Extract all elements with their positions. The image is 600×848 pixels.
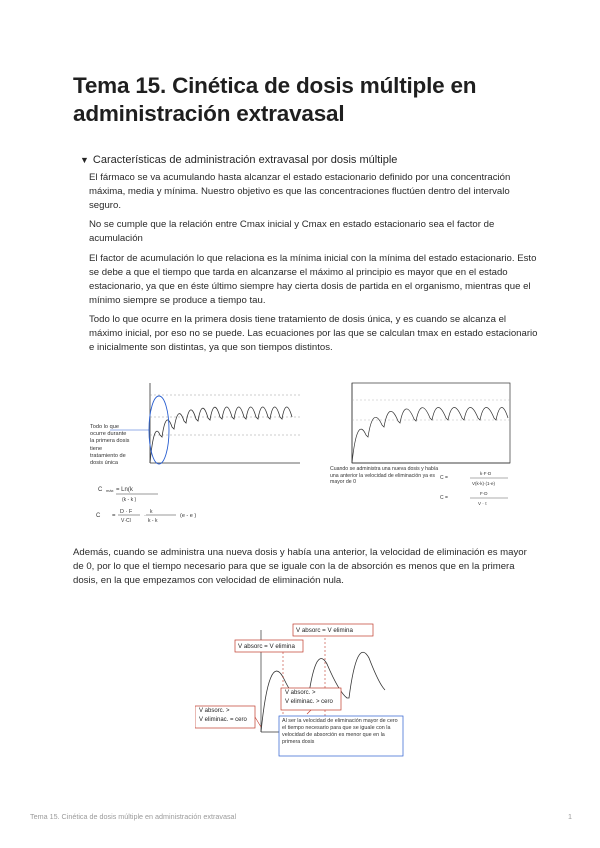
label-top: V absorc = V elimina	[296, 627, 353, 634]
svg-text:V·Cl: V·Cl	[121, 518, 131, 524]
svg-text:F·D: F·D	[480, 491, 488, 496]
toggle-header[interactable]	[80, 153, 397, 167]
label-left-1: V absorc. >	[199, 708, 230, 714]
first-dose-highlight	[149, 396, 169, 464]
svg-text:(e - e ): (e - e )	[180, 513, 197, 519]
svg-text:C: C	[98, 487, 103, 493]
svg-text:=: =	[112, 513, 116, 519]
svg-text:máx: máx	[106, 488, 114, 493]
paragraph-1: El fármaco se va acumulando hasta alcanzar el estado estacionario definido por una concentración máxima, media y mínima. Nuestro objetivo es que las concentraciones fluctúen dentro del intervalo seguro.	[89, 172, 511, 211]
label-left-2: V eliminac. = cero	[199, 717, 247, 723]
footer-title: Tema 15. Cinética de dosis múltiple en administración extravasal	[30, 812, 237, 821]
figure3-note: Al ser la velocidad de eliminación mayor de cero el tiempo necesario para que se iguale con la velocidad de absorción es menor que en la primera dosis	[282, 718, 398, 745]
paragraph-4: Todo lo que ocurre en la primera dosis tiene tratamiento de dosis única, y es cuando se alcanza el máximo inicial, por eso no se puede. Las ecuaciones por las que se calculan tmax en estado estacionario e inicialmente son distintas, ya que son tiempos distintos.	[89, 314, 538, 353]
figure2-caption: Cuando se administra una nueva dosis y había una anterior la velocidad de eliminación ya es mayor de 0	[330, 466, 439, 486]
side-note: Todo lo que ocurre durante la primera dosis tiene tratamiento de dosis única	[90, 424, 130, 467]
multiple-dose-figure-right	[330, 375, 520, 525]
svg-text:C =: C =	[440, 475, 448, 481]
svg-text:(k - k ): (k - k )	[122, 497, 137, 503]
toggle-arrow-icon[interactable]: ▼	[80, 155, 89, 165]
svg-text:·: ·	[144, 513, 146, 519]
steady-state-curve	[352, 407, 508, 463]
svg-text:C =: C =	[440, 495, 448, 501]
toggle-label: Características de administración extravasal por dosis múltiple	[92, 154, 398, 166]
paragraph-3: El factor de acumulación lo que relaciona es la mínima inicial con la mínima del estado estacionario. Esto se debe a que el tiempo que tarda en alcanzarse el máximo al principio es mayor que en el estado estacionario, ya que en éste último siempre hay cierta dosis de partida en el organismo, mientras que el mínimo siempre se produce a tiempo tau.	[89, 253, 537, 306]
paragraph-2: No se cumple que la relación entre Cmax inicial y Cmax en estado estacionario sea el factor de acumulación	[89, 219, 495, 244]
svg-text:V(k-k)·(1-e): V(k-k)·(1-e)	[472, 481, 495, 486]
svg-text:D · F: D · F	[120, 509, 133, 515]
label-mid: V absorc = V elimina	[238, 643, 295, 650]
label-right-1: V absorc. >	[285, 690, 316, 696]
svg-text:= Ln(k: = Ln(k	[116, 487, 133, 493]
page-number: 1	[568, 812, 572, 821]
svg-text:k: k	[150, 509, 153, 515]
svg-text:k·F·D: k·F·D	[480, 471, 492, 476]
svg-text:V · τ: V · τ	[478, 501, 487, 506]
paragraph-after: Además, cuando se administra una nueva dosis y había una anterior, la velocidad de eliminación es mayor de 0, por lo que el tiempo necesario para que se iguale con la de absorción es menos que en la primera dosis, en la que empezamos con velocidad de eliminación nula.	[73, 547, 527, 586]
svg-text:k - k: k - k	[148, 518, 158, 524]
svg-text:C: C	[96, 513, 101, 519]
page-title: Tema 15. Cinética de dosis múltiple en administración extravasal	[73, 73, 477, 126]
label-right-2: V eliminac. > cero	[285, 699, 333, 705]
